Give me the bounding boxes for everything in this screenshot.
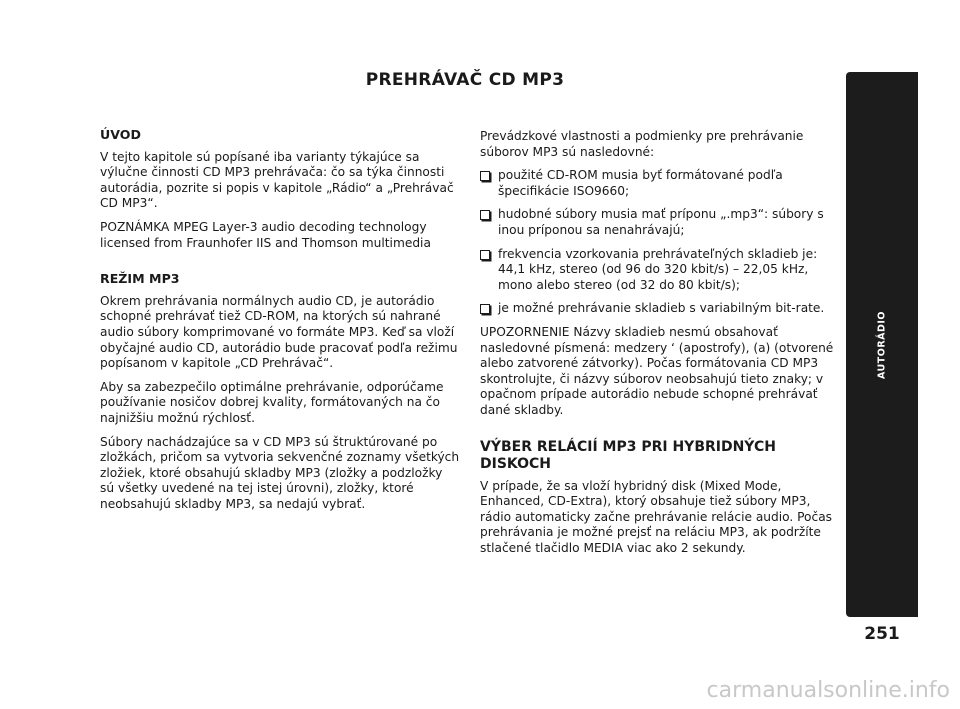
paragraph-structure: Súbory nachádzajúce sa v CD MP3 sú štruktúrované po zložkách, pričom sa vytvoria sekvenčné zoznamy všetkých zložiek, ktoré obsahujú skladby MP3 (zložky a podzložky sú všetky uvedené na tej istej úrovni), zložky, ktoré neobsahujú skladby MP3, sa nedajú vybrať. bbox=[100, 434, 460, 511]
list-item-text: použité CD-ROM musia byť formátované podľa špecifikácie ISO9660; bbox=[498, 168, 783, 198]
paragraph-conditions: Prevádzkové vlastnosti a podmienky pre prehrávanie súborov MP3 sú nasledovné: bbox=[480, 129, 804, 159]
checkbox-bullet-icon bbox=[480, 210, 490, 220]
checkbox-bullet-icon bbox=[480, 171, 490, 181]
left-column bbox=[100, 127, 460, 520]
page-title: PREHRÁVAČ CD MP3 bbox=[365, 70, 565, 90]
paragraph-quality: Aby sa zabezpečilo optimálne prehrávanie, odporúčame používanie nosičov dobrej kvality, formátovaných na čo najnižšiu možnú rýchlosť. bbox=[100, 379, 444, 425]
conditions-list bbox=[480, 168, 840, 317]
sidebar-label: AUTORÁDIO bbox=[876, 310, 888, 379]
heading-rezim-mp3: REŽIM MP3 bbox=[100, 271, 180, 287]
list-item bbox=[480, 168, 840, 199]
heading-hybrid-discs: VÝBER RELÁCIÍ MP3 PRI HYBRIDNÝCH DISKOCH bbox=[480, 438, 776, 472]
list-item bbox=[480, 207, 840, 238]
paragraph-warning: UPOZORNENIE Názvy skladieb nesmú obsahovať nasledovné písmená: medzery ‘ (apostrofy), (a) (otvorené alebo zatvorené zátvorky). Počas formátovania CD MP3 skontrolujte, či názvy súborov neobsahujú tieto znaky; v opačnom prípade autorádio nebude schopné prehrávať dané skladby. bbox=[480, 324, 834, 417]
watermark: carmanualsonline.info bbox=[706, 678, 950, 703]
right-column bbox=[480, 129, 840, 564]
list-item-text: je možné prehrávanie skladieb s variabilným bit-rate. bbox=[498, 301, 825, 316]
paragraph-mode: Okrem prehrávania normálnych audio CD, je autorádio schopné prehrávať tiež CD-ROM, na ktorých sú nahrané audio súbory komprimované vo formáte MP3. Keď sa vloží obyčajné audio CD, autorádio bude pracovať podľa režimu popísanom v kapitole „CD Prehrávač“. bbox=[100, 293, 458, 371]
list-item bbox=[480, 247, 840, 294]
page-number: 251 bbox=[864, 624, 900, 644]
list-item-text: hudobné súbory musia mať príponu „.mp3“: súbory s inou príponou sa nenahrávajú; bbox=[498, 207, 824, 237]
paragraph-note: POZNÁMKA MPEG Layer-3 audio decoding technology licensed from Fraunhofer IIS and Thomson multimedia bbox=[100, 219, 431, 250]
checkbox-bullet-icon bbox=[480, 304, 490, 314]
section-sidebar-tab bbox=[846, 72, 918, 617]
checkbox-bullet-icon bbox=[480, 250, 490, 260]
heading-uvod: ÚVOD bbox=[100, 127, 141, 142]
list-item-text: frekvencia vzorkovania prehrávateľných skladieb je: 44,1 kHz, stereo (od 96 do 320 kbit/s) – 22,05 kHz, mono alebo stereo (od 32 do 80 kbit/s); bbox=[498, 246, 818, 292]
paragraph-hybrid: V prípade, že sa vloží hybridný disk (Mixed Mode, Enhanced, CD-Extra), ktorý obsahuje tiež súbory MP3, rádio automaticky začne prehrávanie relácie audio. Počas prehrávania je možné prejsť na reláciu MP3, ak podržíte stlačené tlačidlo MEDIA viac ako 2 sekundy. bbox=[480, 478, 833, 555]
list-item bbox=[480, 301, 840, 317]
paragraph-intro: V tejto kapitole sú popísané iba varianty týkajúce sa výlučne činnosti CD MP3 prehrávača: čo sa týka činnosti autorádia, pozrite si popis v kapitole „Rádio“ a „Prehrávač CD MP3“. bbox=[100, 149, 454, 211]
